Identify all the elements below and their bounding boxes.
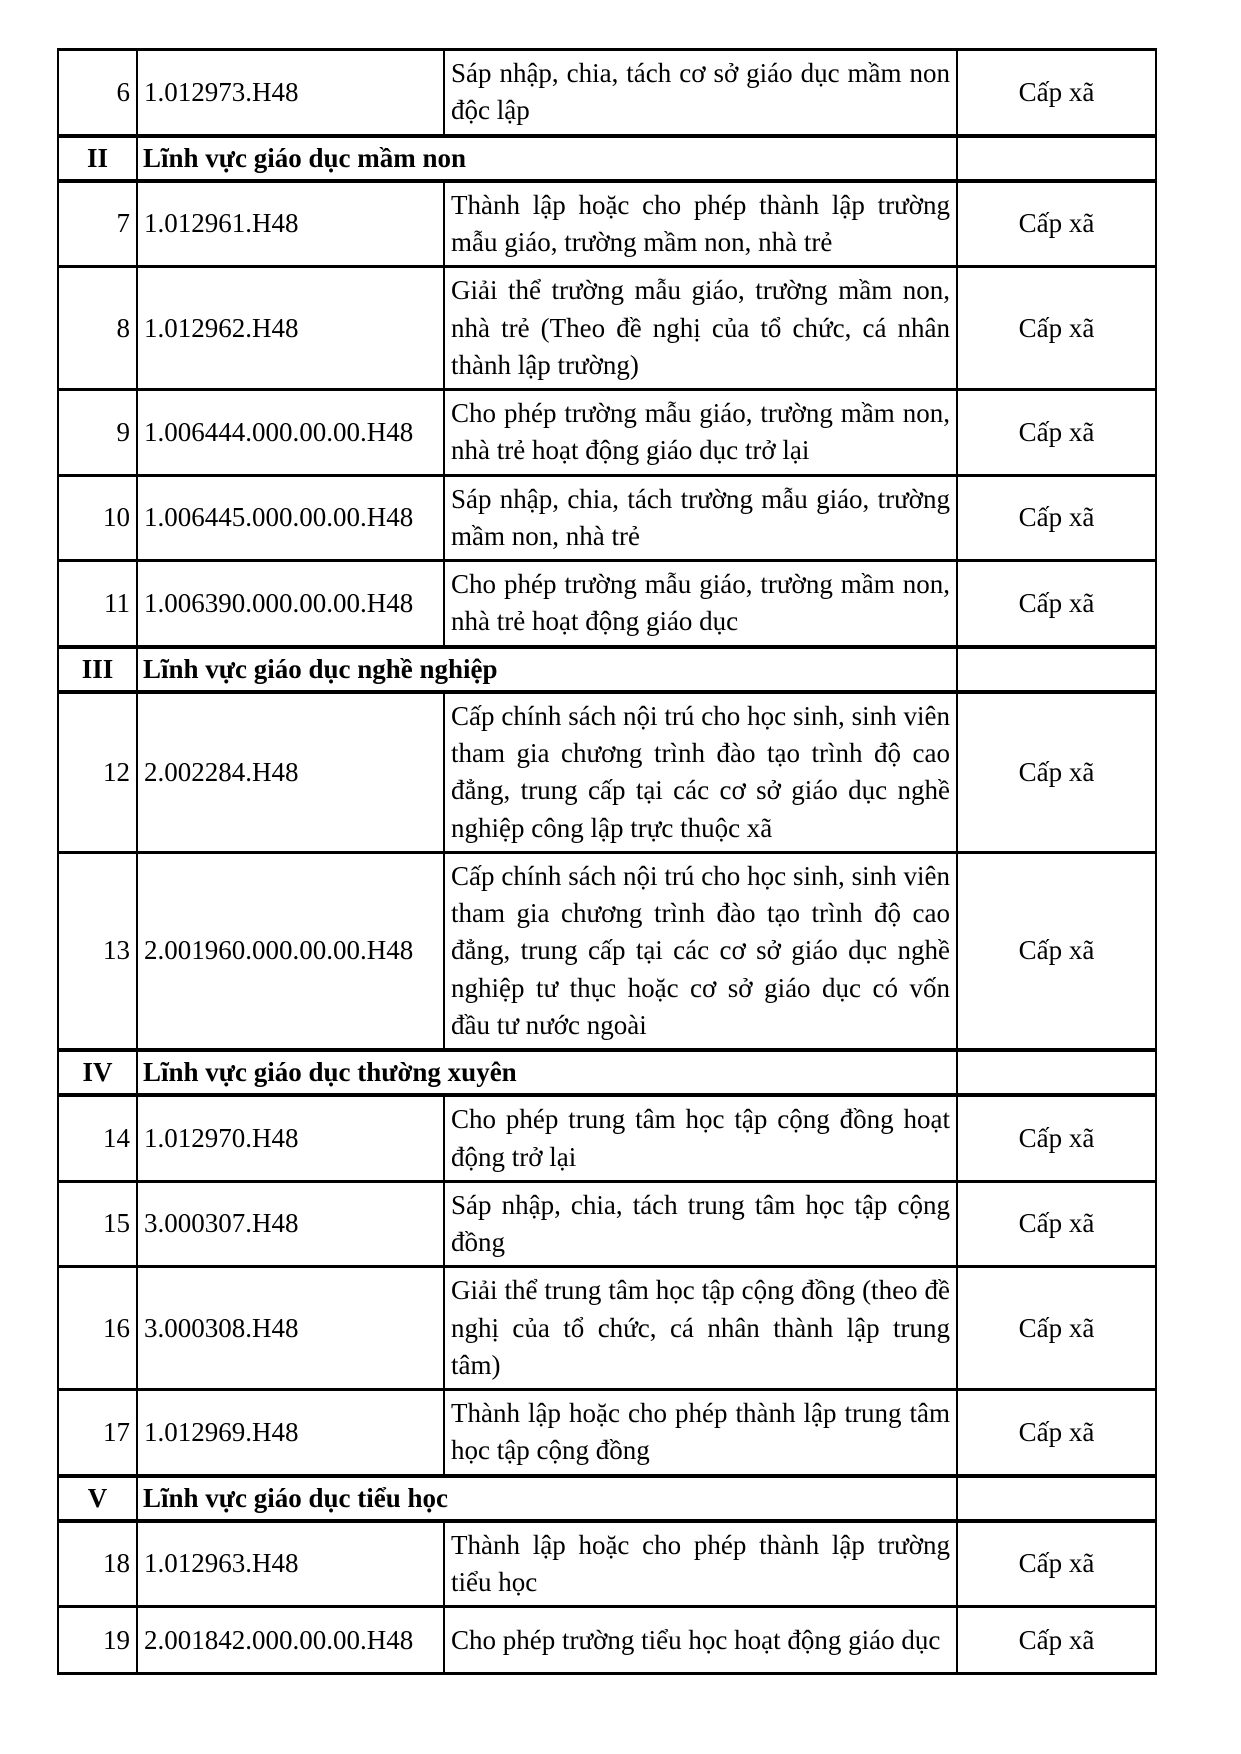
procedure-row	[58, 267, 1156, 390]
procedures-table	[57, 48, 1157, 1675]
section-level-empty-cell	[957, 136, 1156, 181]
row-number: 8	[58, 267, 137, 390]
row-number: 10	[58, 475, 137, 561]
section-level-empty-cell	[957, 1050, 1156, 1095]
procedure-code: 1.012970.H48	[137, 1095, 444, 1181]
procedure-level: Cấp xã	[957, 50, 1156, 136]
procedure-row	[58, 1390, 1156, 1476]
procedure-row	[58, 390, 1156, 476]
section-title: Lĩnh vực giáo dục nghề nghiệp	[137, 647, 957, 692]
procedure-level: Cấp xã	[957, 475, 1156, 561]
procedure-row	[58, 475, 1156, 561]
section-level-empty-cell	[957, 1476, 1156, 1521]
procedure-name: Sáp nhập, chia, tách cơ sở giáo dục mầm non độc lập	[444, 50, 957, 136]
section-header-row	[58, 136, 1156, 181]
procedure-name: Giải thể trường mẫu giáo, trường mầm non, nhà trẻ (Theo đề nghị của tổ chức, cá nhân thành lập trường)	[444, 267, 957, 390]
procedure-name: Cấp chính sách nội trú cho học sinh, sinh viên tham gia chương trình đào tạo trình độ cao đẳng, trung cấp tại các cơ sở giáo dục nghề nghiệp công lập trực thuộc xã	[444, 692, 957, 853]
procedure-code: 2.002284.H48	[137, 692, 444, 853]
procedure-code: 1.006390.000.00.00.H48	[137, 561, 444, 647]
procedure-code: 1.006444.000.00.00.H48	[137, 390, 444, 476]
row-number: 17	[58, 1390, 137, 1476]
procedure-code: 1.012963.H48	[137, 1521, 444, 1607]
procedure-row	[58, 1095, 1156, 1181]
row-number: 18	[58, 1521, 137, 1607]
procedure-code: 1.006445.000.00.00.H48	[137, 475, 444, 561]
row-number: 16	[58, 1267, 137, 1390]
procedure-level: Cấp xã	[957, 1181, 1156, 1267]
procedure-row	[58, 1607, 1156, 1674]
procedure-code: 2.001960.000.00.00.H48	[137, 852, 444, 1050]
row-number: 7	[58, 181, 137, 267]
procedure-row	[58, 852, 1156, 1050]
row-number: 19	[58, 1607, 137, 1674]
row-number: 6	[58, 50, 137, 136]
procedure-name: Thành lập hoặc cho phép thành lập trường tiểu học	[444, 1521, 957, 1607]
row-number: 13	[58, 852, 137, 1050]
row-number: 15	[58, 1181, 137, 1267]
procedure-level: Cấp xã	[957, 561, 1156, 647]
procedure-code: 1.012969.H48	[137, 1390, 444, 1476]
procedures-table-body	[58, 50, 1156, 1674]
section-title: Lĩnh vực giáo dục mầm non	[137, 136, 957, 181]
procedure-name: Cấp chính sách nội trú cho học sinh, sinh viên tham gia chương trình đào tạo trình độ cao đẳng, trung cấp tại các cơ sở giáo dục nghề nghiệp tư thục hoặc cơ sở giáo dục có vốn đầu tư nước ngoài	[444, 852, 957, 1050]
procedure-name: Sáp nhập, chia, tách trường mẫu giáo, trường mầm non, nhà trẻ	[444, 475, 957, 561]
procedure-code: 3.000308.H48	[137, 1267, 444, 1390]
procedure-code: 1.012962.H48	[137, 267, 444, 390]
procedure-code: 1.012961.H48	[137, 181, 444, 267]
procedure-level: Cấp xã	[957, 390, 1156, 476]
procedure-row	[58, 561, 1156, 647]
procedure-level: Cấp xã	[957, 1607, 1156, 1674]
section-title: Lĩnh vực giáo dục tiểu học	[137, 1476, 957, 1521]
procedure-name: Thành lập hoặc cho phép thành lập trung tâm học tập cộng đồng	[444, 1390, 957, 1476]
procedure-level: Cấp xã	[957, 1267, 1156, 1390]
section-numeral: III	[58, 647, 137, 692]
row-number: 14	[58, 1095, 137, 1181]
procedure-level: Cấp xã	[957, 692, 1156, 853]
section-numeral: IV	[58, 1050, 137, 1095]
row-number: 11	[58, 561, 137, 647]
section-level-empty-cell	[957, 647, 1156, 692]
procedure-row	[58, 692, 1156, 853]
procedure-level: Cấp xã	[957, 1390, 1156, 1476]
procedure-name: Giải thể trung tâm học tập cộng đồng (theo đề nghị của tổ chức, cá nhân thành lập trung tâm)	[444, 1267, 957, 1390]
section-header-row	[58, 647, 1156, 692]
procedure-row	[58, 1267, 1156, 1390]
procedure-level: Cấp xã	[957, 181, 1156, 267]
procedure-row	[58, 1181, 1156, 1267]
section-header-row	[58, 1050, 1156, 1095]
procedure-name: Thành lập hoặc cho phép thành lập trường mẫu giáo, trường mầm non, nhà trẻ	[444, 181, 957, 267]
procedure-code: 2.001842.000.00.00.H48	[137, 1607, 444, 1674]
section-title: Lĩnh vực giáo dục thường xuyên	[137, 1050, 957, 1095]
procedure-level: Cấp xã	[957, 852, 1156, 1050]
procedure-name: Cho phép trường tiểu học hoạt động giáo dục	[444, 1607, 957, 1674]
section-header-row	[58, 1476, 1156, 1521]
procedure-row	[58, 181, 1156, 267]
row-number: 12	[58, 692, 137, 853]
procedure-name: Cho phép trường mẫu giáo, trường mầm non, nhà trẻ hoạt động giáo dục	[444, 561, 957, 647]
procedure-row	[58, 1521, 1156, 1607]
row-number: 9	[58, 390, 137, 476]
procedure-name: Sáp nhập, chia, tách trung tâm học tập cộng đồng	[444, 1181, 957, 1267]
procedure-level: Cấp xã	[957, 1521, 1156, 1607]
procedure-name: Cho phép trường mẫu giáo, trường mầm non, nhà trẻ hoạt động giáo dục trở lại	[444, 390, 957, 476]
procedure-level: Cấp xã	[957, 1095, 1156, 1181]
procedure-level: Cấp xã	[957, 267, 1156, 390]
procedure-name: Cho phép trung tâm học tập cộng đồng hoạt động trở lại	[444, 1095, 957, 1181]
procedure-row	[58, 50, 1156, 136]
procedure-code: 1.012973.H48	[137, 50, 444, 136]
section-numeral: II	[58, 136, 137, 181]
procedure-code: 3.000307.H48	[137, 1181, 444, 1267]
section-numeral: V	[58, 1476, 137, 1521]
